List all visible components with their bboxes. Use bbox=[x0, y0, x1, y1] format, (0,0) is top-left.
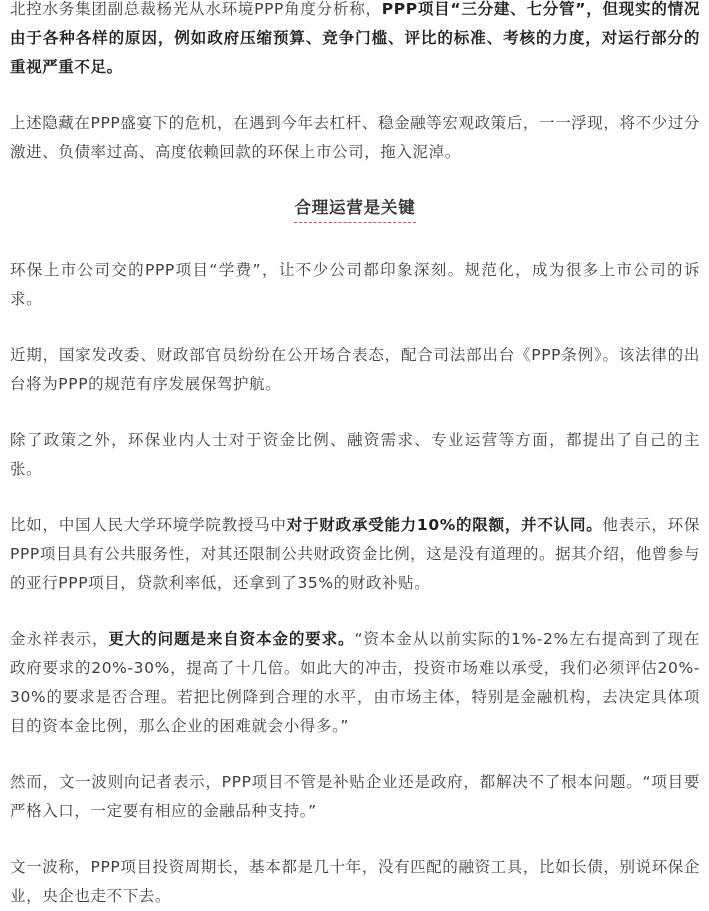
paragraph-bold-text: 更大的问题是来自资本金的要求。 bbox=[108, 630, 355, 648]
paragraph-wen-yibo-2: 文一波称，PPP项目投资周期长，基本都是几十年，没有匹配的融资工具，比如长债，别说环保企业，央企也走不下去。 bbox=[10, 858, 700, 905]
paragraph-text: 比如，中国人民大学环境学院教授马中 bbox=[10, 516, 287, 534]
paragraph-ma-zhong bbox=[10, 511, 700, 598]
paragraph-text: 金永祥表示， bbox=[10, 630, 109, 648]
paragraph-bold-text: 对于财政承受能力10%的限额，并不认同。 bbox=[286, 516, 603, 534]
paragraph-wen-yibo-1: 然而，文一波则向记者表示，PPP项目不管是补贴企业还是政府，都解决不了根本问题。“项目要严格入口，一定要有相应的金融品种支持。” bbox=[10, 773, 700, 820]
section-heading-wrap bbox=[10, 194, 700, 223]
paragraph-bold-text: PPP项目“三分建、七分管”，但现实的情况由于各种各样的原因，例如政府压缩预算、竞争门槛、评比的标准、考核的力度，对运行部分的重视严重不足。 bbox=[10, 0, 700, 76]
section-heading: 合理运营是关键 bbox=[294, 195, 415, 223]
paragraph-policy: 除了政策之外，环保业内人士对于资金比例、融资需求、专业运营等方面，都提出了自己的主张。 bbox=[10, 431, 700, 478]
paragraph-tuition: 环保上市公司交的PPP项目“学费”，让不少公司都印象深刻。规范化，成为很多上市公司的诉求。 bbox=[10, 261, 700, 308]
paragraph-crisis: 上述隐藏在PPP盛宴下的危机，在遇到今年去杠杆、稳金融等宏观政策后，一一浮现，将不少过分激进、负债率过高、高度依赖回款的环保上市公司，拖入泥淖。 bbox=[10, 114, 700, 161]
paragraph-text: 北控水务集团副总裁杨光从水环境PPP角度分析称， bbox=[10, 0, 382, 18]
paragraph-yang-guang bbox=[10, 0, 700, 82]
paragraph-text: “资本金从以前实际的1%-2%左右提高到了现在政府要求的20%-30%，提高了十几倍。如此大的冲击，投资市场难以承受，我们必须评估20%-30%的要求是否合理。若把比例降到合理的水平，由市场主体，特别是金融机构，去决定具体项目的资本金比例，那么企业的困难就会小得多。” bbox=[10, 630, 700, 735]
paragraph-jin-yongxiang bbox=[10, 625, 700, 741]
paragraph-text: 他表示，环保PPP项目具有公共服务性，对其还限制公共财政资金比例，这是没有道理的。据其介绍，他曾参与的亚行PPP项目，贷款利率低，还拿到了35%的财政补贴。 bbox=[10, 516, 701, 592]
paragraph-regulation: 近期，国家发改委、财政部官员纷纷在公开场合表态，配合司法部出台《PPP条例》。该法律的出台将为PPP的规范有序发展保驾护航。 bbox=[10, 346, 700, 393]
